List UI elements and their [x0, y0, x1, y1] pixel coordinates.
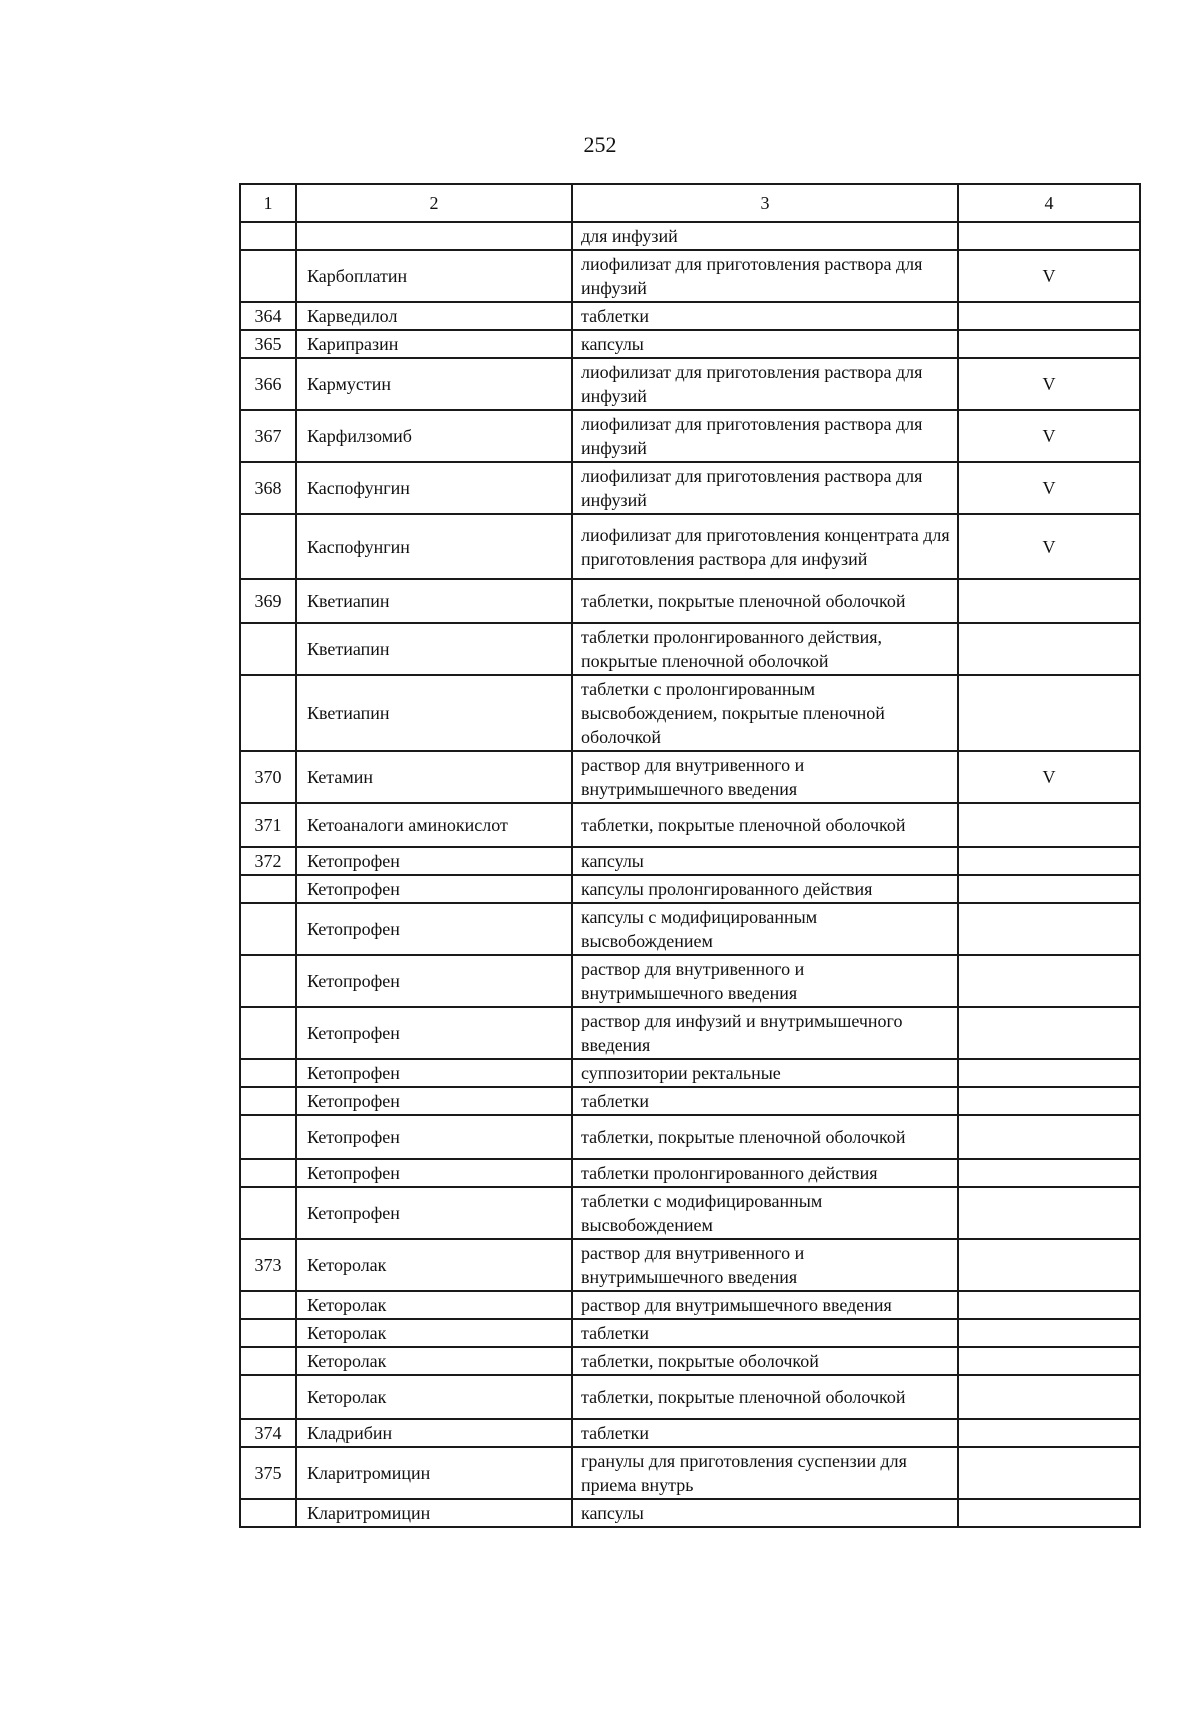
row-number [240, 1059, 296, 1087]
mark-cell [958, 955, 1140, 1007]
drug-name: Кетопрофен [296, 847, 572, 875]
drug-name: Кларитромицин [296, 1447, 572, 1499]
row-number: 375 [240, 1447, 296, 1499]
row-number: 366 [240, 358, 296, 410]
row-number [240, 514, 296, 579]
row-number [240, 222, 296, 250]
table-body [240, 222, 1140, 1527]
row-number [240, 623, 296, 675]
dosage-form: раствор для инфузий и внутримышечного введения [572, 1007, 958, 1059]
dosage-form: для инфузий [572, 222, 958, 250]
drug-name: Кетопрофен [296, 1059, 572, 1087]
dosage-form: лиофилизат для приготовления раствора для инфузий [572, 462, 958, 514]
dosage-form: таблетки, покрытые пленочной оболочкой [572, 803, 958, 847]
dosage-form: капсулы с модифицированным высвобождением [572, 903, 958, 955]
table-row [240, 462, 1140, 514]
drug-name: Кларитромицин [296, 1499, 572, 1527]
table-row [240, 675, 1140, 751]
row-number [240, 1347, 296, 1375]
dosage-form: таблетки, покрытые пленочной оболочкой [572, 1375, 958, 1419]
drug-name: Кетопрофен [296, 1087, 572, 1115]
dosage-form: капсулы [572, 1499, 958, 1527]
row-number: 373 [240, 1239, 296, 1291]
mark-cell [958, 302, 1140, 330]
dosage-form: таблетки [572, 302, 958, 330]
row-number [240, 1499, 296, 1527]
mark-cell: V [958, 462, 1140, 514]
table-row [240, 1319, 1140, 1347]
drug-name: Кетопрофен [296, 1187, 572, 1239]
drug-name: Кветиапин [296, 579, 572, 623]
drug-name: Карипразин [296, 330, 572, 358]
drug-name: Кеторолак [296, 1239, 572, 1291]
drug-name: Каспофунгин [296, 462, 572, 514]
table-row [240, 1187, 1140, 1239]
dosage-form: капсулы пролонгированного действия [572, 875, 958, 903]
table-row [240, 250, 1140, 302]
dosage-form: таблетки, покрытые оболочкой [572, 1347, 958, 1375]
drug-name: Кветиапин [296, 623, 572, 675]
row-number: 370 [240, 751, 296, 803]
mark-cell [958, 875, 1140, 903]
dosage-form: таблетки [572, 1319, 958, 1347]
row-number [240, 1187, 296, 1239]
drug-name: Кетопрофен [296, 903, 572, 955]
table-row [240, 358, 1140, 410]
drug-name: Кетоаналоги аминокислот [296, 803, 572, 847]
dosage-form: таблетки, покрытые пленочной оболочкой [572, 1115, 958, 1159]
drug-name: Кармустин [296, 358, 572, 410]
drug-name [296, 222, 572, 250]
row-number: 364 [240, 302, 296, 330]
table-row [240, 1239, 1140, 1291]
table-row [240, 1347, 1140, 1375]
table-row [240, 1159, 1140, 1187]
mark-cell [958, 1159, 1140, 1187]
drug-name: Кетопрофен [296, 875, 572, 903]
row-number [240, 1375, 296, 1419]
dosage-form: лиофилизат для приготовления концентрата для приготовления раствора для инфузий [572, 514, 958, 579]
mark-cell [958, 847, 1140, 875]
mark-cell [958, 803, 1140, 847]
row-number: 372 [240, 847, 296, 875]
mark-cell: V [958, 514, 1140, 579]
mark-cell [958, 1347, 1140, 1375]
table-row [240, 1447, 1140, 1499]
drug-name: Карбоплатин [296, 250, 572, 302]
mark-cell: V [958, 250, 1140, 302]
table-row [240, 1087, 1140, 1115]
drug-name: Кетопрофен [296, 1115, 572, 1159]
mark-cell [958, 1447, 1140, 1499]
mark-cell [958, 1087, 1140, 1115]
dosage-form: таблетки [572, 1419, 958, 1447]
drug-name: Кветиапин [296, 675, 572, 751]
table-row [240, 1499, 1140, 1527]
row-number [240, 1007, 296, 1059]
dosage-form: таблетки, покрытые пленочной оболочкой [572, 579, 958, 623]
mark-cell [958, 623, 1140, 675]
drug-name: Кеторолак [296, 1375, 572, 1419]
mark-cell [958, 1115, 1140, 1159]
row-number [240, 1319, 296, 1347]
header-col-3: 3 [572, 184, 958, 222]
row-number [240, 1115, 296, 1159]
mark-cell [958, 1375, 1140, 1419]
table-row [240, 751, 1140, 803]
table-row [240, 1059, 1140, 1087]
drug-name: Кеторолак [296, 1347, 572, 1375]
row-number [240, 1159, 296, 1187]
row-number: 368 [240, 462, 296, 514]
mark-cell [958, 1239, 1140, 1291]
drug-name: Кеторолак [296, 1319, 572, 1347]
dosage-form: капсулы [572, 847, 958, 875]
table-row [240, 222, 1140, 250]
mark-cell [958, 1291, 1140, 1319]
drug-name: Карведилол [296, 302, 572, 330]
row-number [240, 1087, 296, 1115]
dosage-form: таблетки пролонгированного действия, покрытые пленочной оболочкой [572, 623, 958, 675]
mark-cell [958, 675, 1140, 751]
dosage-form: лиофилизат для приготовления раствора для инфузий [572, 358, 958, 410]
dosage-form: капсулы [572, 330, 958, 358]
row-number [240, 250, 296, 302]
table-row [240, 1291, 1140, 1319]
mark-cell [958, 1187, 1140, 1239]
header-col-1: 1 [240, 184, 296, 222]
table-row [240, 623, 1140, 675]
table-header-row [240, 184, 1140, 222]
row-number [240, 903, 296, 955]
dosage-form: раствор для внутривенного и внутримышечного введения [572, 751, 958, 803]
table-row [240, 579, 1140, 623]
table-row [240, 410, 1140, 462]
drug-name: Кетопрофен [296, 1159, 572, 1187]
mark-cell: V [958, 751, 1140, 803]
drug-name: Кетопрофен [296, 1007, 572, 1059]
row-number [240, 675, 296, 751]
drug-name: Кладрибин [296, 1419, 572, 1447]
table-row [240, 903, 1140, 955]
dosage-form: лиофилизат для приготовления раствора для инфузий [572, 410, 958, 462]
row-number [240, 1291, 296, 1319]
dosage-form: раствор для внутримышечного введения [572, 1291, 958, 1319]
dosage-form: гранулы для приготовления суспензии для приема внутрь [572, 1447, 958, 1499]
row-number: 374 [240, 1419, 296, 1447]
row-number: 371 [240, 803, 296, 847]
table-row [240, 875, 1140, 903]
table-row [240, 1115, 1140, 1159]
table-row [240, 803, 1140, 847]
drug-name: Карфилзомиб [296, 410, 572, 462]
mark-cell [958, 1059, 1140, 1087]
mark-cell [958, 1499, 1140, 1527]
row-number: 367 [240, 410, 296, 462]
drug-name: Кеторолак [296, 1291, 572, 1319]
mark-cell [958, 579, 1140, 623]
dosage-form: суппозитории ректальные [572, 1059, 958, 1087]
table-row [240, 514, 1140, 579]
dosage-form: таблетки с модифицированным высвобождением [572, 1187, 958, 1239]
dosage-form: таблетки пролонгированного действия [572, 1159, 958, 1187]
header-col-4: 4 [958, 184, 1140, 222]
mark-cell [958, 1007, 1140, 1059]
page-number: 252 [583, 132, 617, 157]
mark-cell [958, 903, 1140, 955]
header-col-2: 2 [296, 184, 572, 222]
dosage-form: раствор для внутривенного и внутримышечного введения [572, 1239, 958, 1291]
mark-cell [958, 330, 1140, 358]
row-number: 365 [240, 330, 296, 358]
mark-cell [958, 1319, 1140, 1347]
dosage-form: раствор для внутривенного и внутримышечного введения [572, 955, 958, 1007]
table-row [240, 847, 1140, 875]
mark-cell: V [958, 410, 1140, 462]
table-row [240, 330, 1140, 358]
table-row [240, 1375, 1140, 1419]
medication-table [239, 183, 1141, 1528]
mark-cell: V [958, 358, 1140, 410]
row-number [240, 955, 296, 1007]
drug-name: Кетамин [296, 751, 572, 803]
mark-cell [958, 1419, 1140, 1447]
mark-cell [958, 222, 1140, 250]
table-row [240, 1007, 1140, 1059]
drug-name: Кетопрофен [296, 955, 572, 1007]
table-row [240, 302, 1140, 330]
dosage-form: таблетки [572, 1087, 958, 1115]
table-row [240, 1419, 1140, 1447]
row-number: 369 [240, 579, 296, 623]
table-row [240, 955, 1140, 1007]
row-number [240, 875, 296, 903]
drug-name: Каспофунгин [296, 514, 572, 579]
dosage-form: лиофилизат для приготовления раствора для инфузий [572, 250, 958, 302]
dosage-form: таблетки с пролонгированным высвобождением, покрытые пленочной оболочкой [572, 675, 958, 751]
